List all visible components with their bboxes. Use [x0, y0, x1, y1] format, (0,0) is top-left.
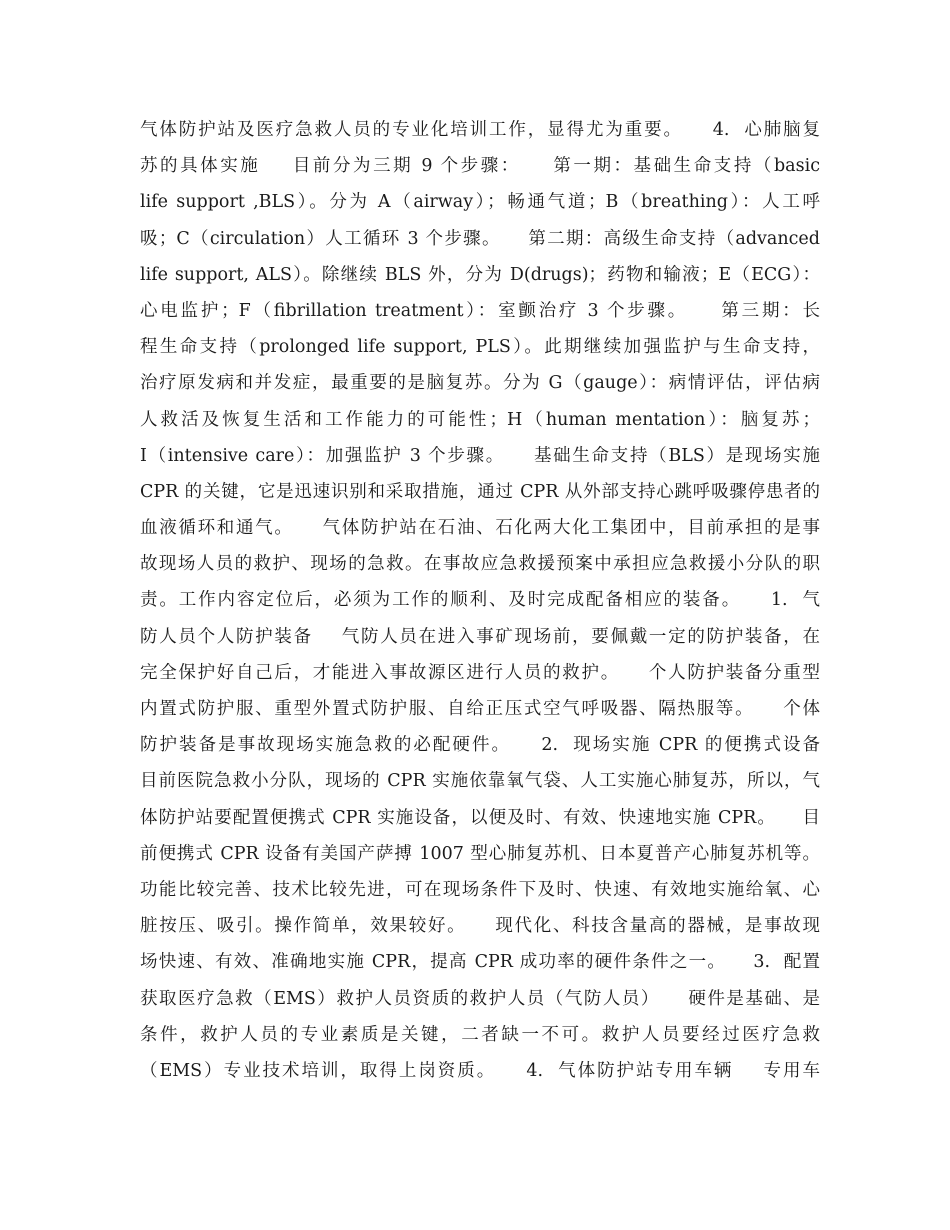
text-line: life support, ALS）。除继续 BLS 外，分为 D(drugs)；药物和输液；E（ECG）：: [140, 264, 820, 285]
text-line: 气体防护站及医疗急救人员的专业化培训工作，显得尤为重要。 4. 心肺脑复: [140, 120, 820, 140]
text-line: （EMS）专业技术培训，取得上岗资质。 4. 气体防护站专用车辆 专用车: [140, 1060, 820, 1081]
text-line: 完全保护好自己后，才能进入事故源区进行人员的救护。 个人防护装备分重型: [140, 662, 820, 683]
text-line: 责。工作内容定位后，必须为工作的顺利、及时完成配备相应的装备。 1. 气: [140, 590, 820, 611]
text-line: 目前医院急救小分队，现场的 CPR 实施依靠氧气袋、人工实施心肺复苏，所以，气: [140, 771, 820, 792]
text-line: 功能比较完善、技术比较先进，可在现场条件下及时、快速、有效地实施给氧、心: [140, 879, 820, 900]
body-text: [140, 112, 820, 1089]
text-line: 场快速、有效、准确地实施 CPR，提高 CPR 成功率的硬件条件之一。 3. 配置: [140, 952, 820, 973]
text-line: 防护装备是事故现场实施急救的必配硬件。 2. 现场实施 CPR 的便携式设备: [140, 735, 820, 756]
text-line: 心电监护；F（fibrillation treatment）：室颤治疗 3 个步骤。 第三期：长: [140, 300, 820, 321]
text-line: life support ,BLS）。分为 A（airway）；畅通气道；B（breathing）：人工呼: [140, 192, 820, 213]
text-line: 脏按压、吸引。操作简单，效果较好。 现代化、科技含量高的器械，是事故现: [140, 916, 820, 937]
text-line: 体防护站要配置便携式 CPR 实施设备，以便及时、有效、快速地实施 CPR。 目: [140, 807, 820, 828]
text-line: 吸；C（circulation）人工循环 3 个步骤。 第二期：高级生命支持（advanced: [140, 228, 820, 249]
text-line: 前便携式 CPR 设备有美国产萨搏 1007 型心肺复苏机、日本夏普产心肺复苏机等。: [140, 843, 820, 864]
text-line: 人救活及恢复生活和工作能力的可能性；H（human mentation）：脑复苏；: [140, 409, 820, 430]
text-line: 获取医疗急救（EMS）救护人员资质的救护人员（气防人员） 硬件是基础、是: [140, 988, 820, 1009]
text-line: 条件，救护人员的专业素质是关键，二者缺一不可。救护人员要经过医疗急救: [140, 1024, 820, 1045]
text-line: 苏的具体实施 目前分为三期 9 个步骤： 第一期：基础生命支持（basic: [140, 156, 820, 177]
text-line: 血液循环和通气。 气体防护站在石油、石化两大化工集团中，目前承担的是事: [140, 518, 820, 539]
text-line: I（intensive care）：加强监护 3 个步骤。 基础生命支持（BLS）是现场实施: [140, 445, 820, 466]
text-line: 故现场人员的救护、现场的急救。在事故应急救援预案中承担应急救援小分队的职: [140, 554, 820, 575]
text-line: 内置式防护服、重型外置式防护服、自给正压式空气呼吸器、隔热服等。 个体: [140, 699, 820, 719]
text-line: 程生命支持（prolonged life support, PLS）。此期继续加强监护与生命支持，: [140, 337, 820, 358]
text-line: 治疗原发病和并发症，最重要的是脑复苏。分为 G（gauge）：病情评估，评估病: [140, 373, 820, 394]
text-line: 防人员个人防护装备 气防人员在进入事矿现场前，要佩戴一定的防护装备，在: [140, 626, 820, 647]
text-line: CPR 的关键，它是迅速识别和采取措施，通过 CPR 从外部支持心跳呼吸骤停患者的: [140, 481, 820, 502]
